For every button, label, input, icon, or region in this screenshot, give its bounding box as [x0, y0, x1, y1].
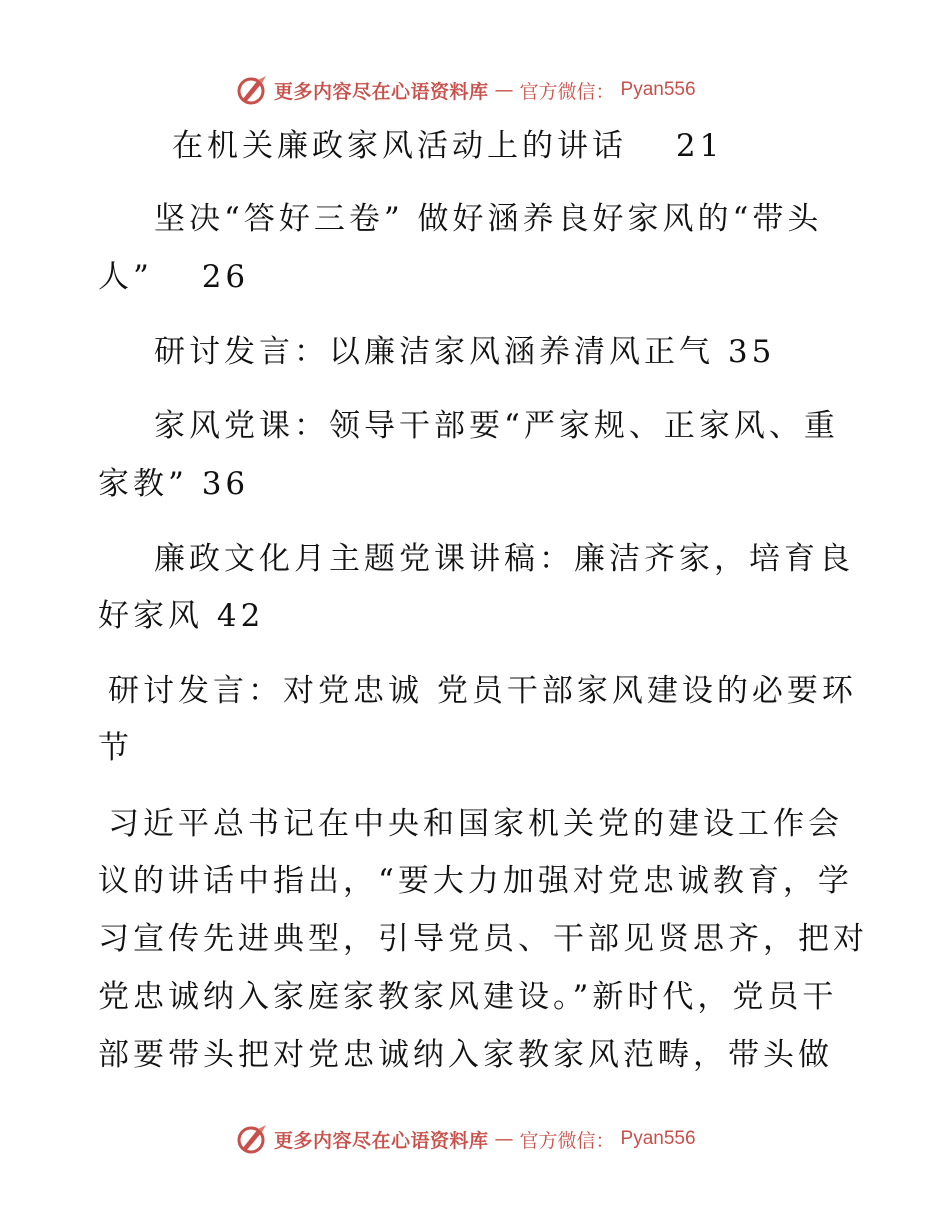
toc-line: 家教” 36	[98, 466, 250, 502]
toc-line: 研讨发言：以廉洁家风涵养清风正气 35	[154, 334, 776, 370]
body-paragraph-line: 习宣传先进典型，引导党员、干部见贤思齐，把对	[98, 921, 868, 957]
quill-pen-circle-icon	[236, 1123, 268, 1155]
banner-wechat-id: Pyan556	[620, 79, 696, 100]
footer-banner	[236, 1122, 696, 1156]
toc-line: 坚决“答好三卷” 做好涵养良好家风的“带头	[154, 201, 823, 237]
banner-text: 更多内容尽在心语资料库	[274, 80, 489, 103]
banner-wechat-id: Pyan556	[620, 1128, 696, 1149]
quill-pen-circle-icon	[236, 74, 268, 106]
toc-line: 节	[98, 730, 133, 766]
banner-dash: —	[494, 1128, 514, 1150]
toc-line: 廉政文化月主题党课讲稿：廉洁齐家，培育良	[154, 541, 854, 577]
body-paragraph-line: 议的讲话中指出，“要大力加强对党忠诚教育，学	[98, 863, 853, 899]
body-paragraph-line: 党忠诚纳入家庭家教家风建设。”新时代，党员干	[98, 979, 838, 1015]
banner-text: 更多内容尽在心语资料库	[274, 1129, 489, 1152]
banner-dash: —	[494, 79, 514, 101]
toc-line: 在机关廉政家风活动上的讲话 21	[172, 128, 724, 164]
toc-line: 家风党课：领导干部要“严家规、正家风、重	[154, 408, 839, 444]
banner-wechat-label: 官方微信：	[519, 80, 615, 103]
toc-line: 人” 26	[98, 259, 250, 295]
toc-line: 研讨发言：对党忠诚 党员干部家风建设的必要环	[108, 673, 857, 709]
header-banner	[236, 73, 696, 107]
toc-line: 好家风 42	[98, 598, 265, 634]
banner-wechat-label: 官方微信：	[519, 1129, 615, 1152]
body-paragraph-line: 部要带头把对党忠诚纳入家教家风范畴，带头做	[98, 1037, 833, 1073]
body-paragraph-line: 习近平总书记在中央和国家机关党的建设工作会	[108, 806, 843, 842]
